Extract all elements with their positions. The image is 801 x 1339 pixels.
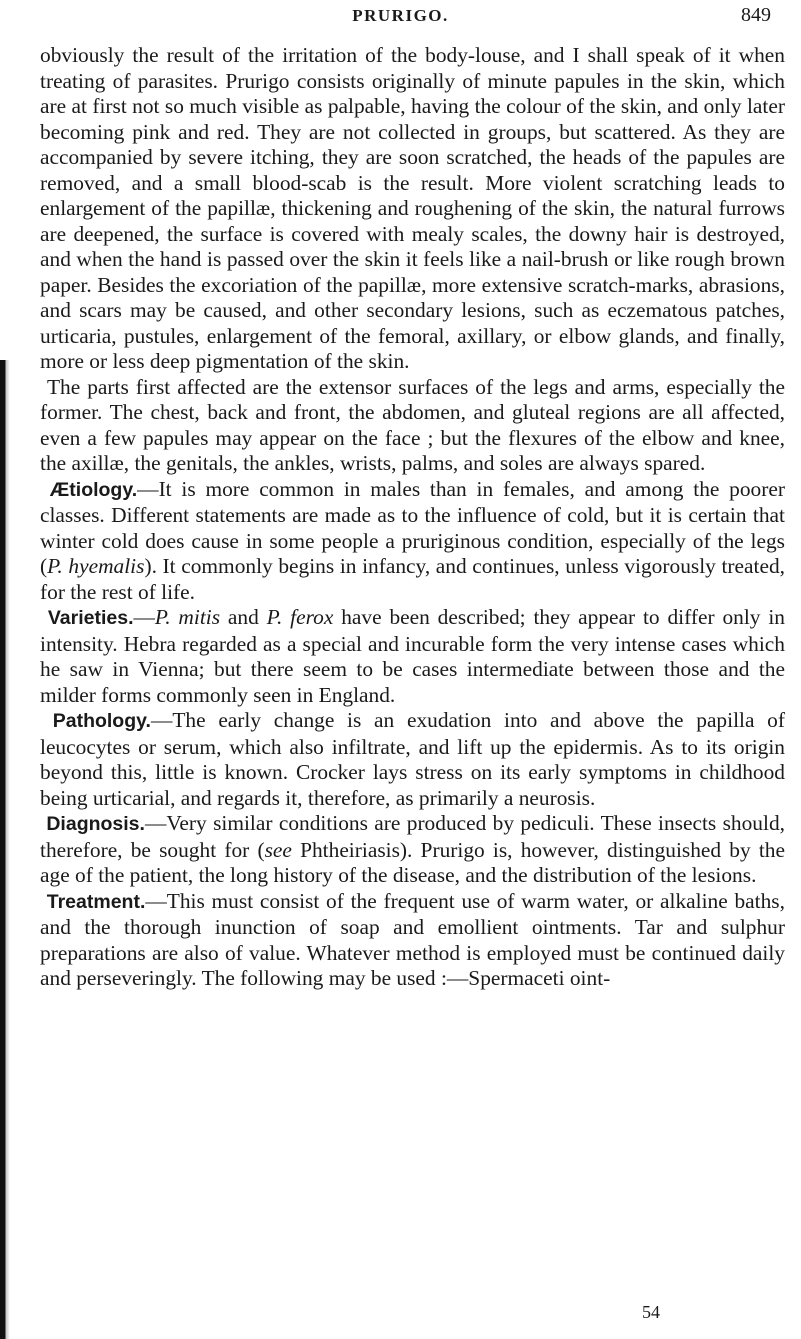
section-heading: Treatment. xyxy=(46,890,146,913)
page-header xyxy=(0,4,801,34)
paragraph-text: Phtheiriasis). Prurigo is, however, distinguished by the age of the patient, the long history of the disease, and the distribution of the lesions. xyxy=(40,837,785,887)
italic-term: P. ferox xyxy=(266,605,334,629)
paragraph-treatment xyxy=(40,889,785,992)
paragraph-text: —Very similar conditions are produced by pediculi. These insects should, therefore, be sought for ( xyxy=(40,811,785,862)
section-heading: Pathology. xyxy=(52,710,151,732)
paragraph-text: — xyxy=(133,605,155,629)
italic-term: see xyxy=(264,837,292,862)
paragraph-text: —It is more common in males than in females, and among the poorer classes. Different statements are made as to the influence of cold, but it is certain that winter cold does cause in some people a pruriginous condition, especially of the legs ( xyxy=(40,476,785,578)
paragraph-text: —The early change is an exudation into and above the papilla of leucocytes or serum, which also infiltrate, and lift up the epidermis. As to its origin beyond this, little is known. Crocker lays stress on its early symptoms in childhood being urticarial, and regards it, therefore, as primarily a neurosis. xyxy=(40,708,785,810)
paragraph-aetiology xyxy=(40,477,785,606)
body-text xyxy=(40,43,785,992)
paragraph-text: and xyxy=(220,605,267,629)
paragraph-pathology xyxy=(40,708,785,811)
paragraph-diagnosis xyxy=(40,811,785,889)
paragraph-varieties xyxy=(40,605,785,708)
book-gutter-shadow xyxy=(0,360,10,1339)
section-heading: Ætiology. xyxy=(49,478,138,501)
italic-term: P. mitis xyxy=(154,605,221,629)
page-number: 849 xyxy=(741,4,771,26)
paragraph-text: obviously the result of the irritation of the body-louse, and I shall speak of it when treating of parasites. Prurigo consists originally of minute papules in the skin, which are at first not so much visible as palpable, having the colour of the skin, and only later becoming pink and red. They are not collected in groups, but scattered. As they are accompanied by severe itching, they are soon scratched, the heads of the papules are removed, and a small blood-scab is the result. More violent scratching leads to enlargement of the papillæ, thickening and roughening of the skin, the natural furrows are deepened, the surface is covered with mealy scales, the downy hair is destroyed, and when the hand is passed over the skin it feels like a nail-brush or like rough brown paper. Besides the excoriation of the papillæ, more extensive scratch-marks, abrasions, and scars may be caused, and other secondary lesions, such as eczematous patches, urticaria, pustules, enlargement of the femoral, axillary, or elbow glands, and finally, more or less deep pigmentation of the skin. xyxy=(40,43,785,373)
paragraph-description xyxy=(40,43,785,375)
paragraph-text: The parts first affected are the extensor surfaces of the legs and arms, especially the former. The chest, back and front, the abdomen, and gluteal regions are all affected, even a few papules may appear on the face ; but the flexures of the elbow and knee, the axillæ, the genitals, the ankles, wrists, palms, and soles are always spared. xyxy=(40,374,785,475)
section-heading: Diagnosis. xyxy=(46,813,145,835)
paragraph-affected-parts xyxy=(40,375,785,477)
section-heading: Varieties. xyxy=(47,607,134,629)
running-head: PRURIGO. xyxy=(352,6,449,25)
paragraph-text: ). It commonly begins in infancy, and continues, unless vigorously treated, for the rest of life. xyxy=(40,554,786,604)
signature-mark: 54 xyxy=(642,1302,660,1322)
paragraph-text: —This must consist of the frequent use of warm water, or alkaline baths, and the thorough inunction of soap and emollient ointments. Tar and sulphur preparations are also of value. Whatever method is employed must be continued daily and perseveringly. The following may be used :—Spermaceti oint- xyxy=(40,888,785,990)
italic-term: P. hyemalis xyxy=(47,554,145,578)
paragraph-text: have been described; they appear to differ only in intensity. Hebra regarded as a special and incurable form the very intense cases which he saw in Vienna; but there seem to be cases intermediate between those and the milder forms commonly seen in England. xyxy=(40,605,785,707)
